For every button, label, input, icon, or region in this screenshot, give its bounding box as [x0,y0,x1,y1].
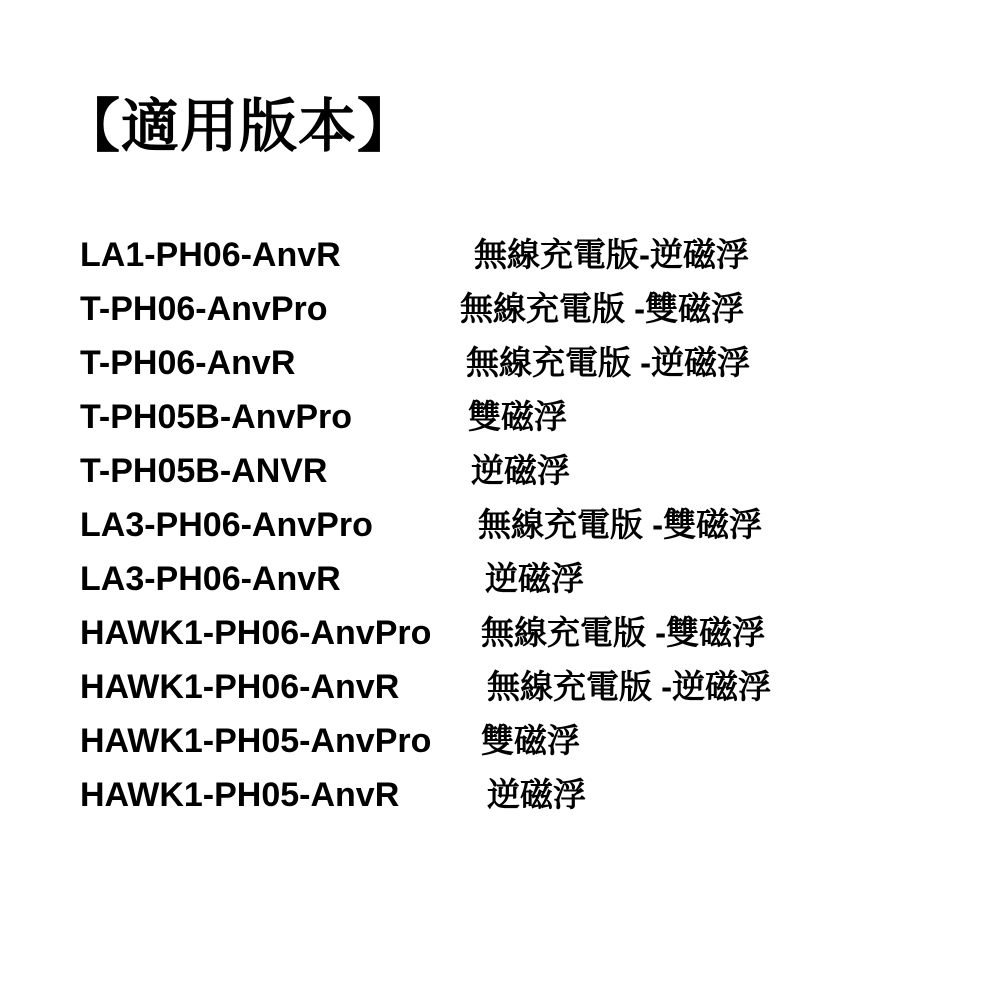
model-description: 無線充電版 -逆磁浮 [487,668,772,705]
list-item [0,395,1000,439]
list-item [0,341,1000,385]
list-item [0,233,1000,277]
model-name: LA1-PH06-AnvR [80,236,341,274]
model-description: 逆磁浮 [487,776,586,813]
model-name: HAWK1-PH05-AnvPro [80,722,432,760]
list-item [0,557,1000,601]
model-description: 雙磁浮 [468,398,567,435]
model-name: T-PH05B-ANVR [80,452,328,490]
model-name: LA3-PH06-AnvR [80,560,341,598]
model-name: T-PH06-AnvR [80,344,296,382]
model-description: 無線充電版-逆磁浮 [474,236,749,273]
model-name: HAWK1-PH06-AnvPro [80,614,432,652]
model-name: T-PH06-AnvPro [80,290,328,328]
model-description: 無線充電版 -雙磁浮 [478,506,763,543]
model-description: 無線充電版 -逆磁浮 [466,344,751,381]
list-item [0,665,1000,709]
model-description: 雙磁浮 [481,722,580,759]
model-name: HAWK1-PH06-AnvR [80,668,400,706]
model-description: 逆磁浮 [471,452,570,489]
list-item [0,503,1000,547]
model-description: 無線充電版 -雙磁浮 [481,614,766,651]
list-item [0,287,1000,331]
list-item [0,719,1000,763]
list-item [0,611,1000,655]
model-description: 逆磁浮 [485,560,584,597]
list-item [0,449,1000,493]
model-name: LA3-PH06-AnvPro [80,506,373,544]
model-name: HAWK1-PH05-AnvR [80,776,400,814]
page-title: 【適用版本】 [62,94,417,159]
list-item [0,773,1000,817]
model-name: T-PH05B-AnvPro [80,398,353,436]
model-description: 無線充電版 -雙磁浮 [460,290,745,327]
